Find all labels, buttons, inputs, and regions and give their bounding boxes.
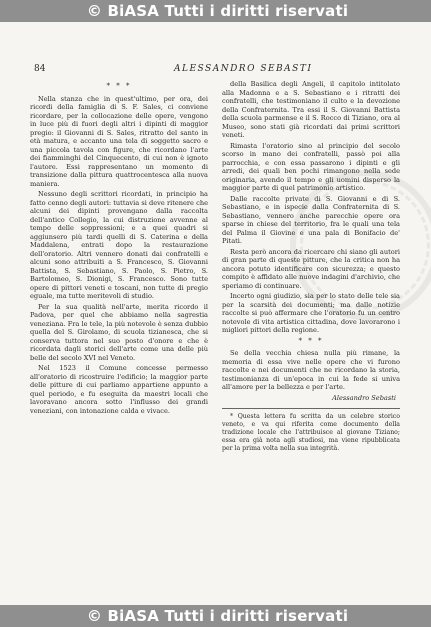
paragraph: Resta però ancora da ricercare chi siano gli autori di gran parte di queste pitture, che la critica non ha ancora potuto identificare con sicurezza; e questo compito è affidato alle nuove indagini d'archivio, che speriamo di continuare. <box>222 247 400 290</box>
footnote-rule <box>222 408 400 409</box>
section-divider: * * * <box>298 336 324 345</box>
watermark-top <box>0 0 431 22</box>
paragraph: Rimasta l'oratorio sino al principio del secolo scorso in mano dei confratelli, passò poi alla parrocchia, e con essa passarono i dipinti e gli arredi, dei quali ben pochi rimangono nella sede originaria, avendo il tempo e gli uomini disperso la maggior parte di quel patrimonio artistico. <box>222 141 400 192</box>
paragraph: Dalle raccolte private di S. Giovanni e di S. Sebastiano, e in ispecie dalla Confraternita di S. Sebastiano, vennero anche parecchie opere ora sparse in chiese del territorio, fra le quali una tela del Palma il Giovine e una pala di Bonifacio de' Pitati. <box>222 194 400 245</box>
left-column <box>30 80 208 417</box>
paragraph: Nel 1523 il Comune concesse permesso all'oratorio di ricostruire l'edificio; la maggior parte delle pitture di cui parliamo appartiene appunto a quel periodo, e fu eseguita da maestri locali che lavoravano ancora sotto l'influsso dei grandi veneziani, con intonazione calda e vivace. <box>30 364 208 415</box>
paragraph: Nessuno degli scrittori ricordati, in principio ha fatto cenno degli autori: tuttavia si deve ritenere che alcuni dei dipinti provengano dalla raccolta dell'antico Collegio, la cui distruzione avvenne al tempo delle soppressioni; e a quei quadri si aggiunsero più tardi quelli di S. Caterina e della Maddalena, entrati dopo la restaurazione dell'oratorio. Altri vennero donati dai confratelli e alcuni sono attribuiti a S. Francesco, S. Giovanni Battista, S. Sebastiano, S. Paolo, S. Pietro, S. Bartolomeo, S. Dionigi, S. Francesco. Sono tutte opere di pittori veneti e toscani, non tutte di pregio eguale, ma tutte meritevoli di studio. <box>30 190 208 300</box>
paragraph: della Basilica degli Angeli, il capitolo intitolato alla Madonna e a S. Sebastiano e i ritratti dei confratelli, che testimoniano il culto e la devozione della Confraternita. Tra essi il S. Giovanni Battista della scuola parmense e il S. Rocco di Tiziano, ora al Museo, sono stati già ricordati dai primi scrittori veneti. <box>222 80 400 139</box>
section-divider: * * * <box>106 82 132 90</box>
page-header <box>34 64 414 76</box>
footnote-text: * Questa lettera fu scritta da un celebre storico veneto, e va qui riferita come documento della tradizione locale che l'attribuisce al giovane Tiziano; essa era già nota agli studiosi, ma viene ripubblicata per la prima volta nella sua integrità. <box>222 413 400 452</box>
watermark-bottom <box>0 605 431 627</box>
watermark-text: © BiASA Tutti i diritti riservati <box>86 2 349 20</box>
watermark-text: © BiASA Tutti i diritti riservati <box>86 607 349 625</box>
paragraph: Incerto ogni giudizio, sia per lo stato delle tele sia per la scarsità dei documenti; ma dalle notizie raccolte si può affermare che l'oratorio fu un centro notevole di vita artistica cittadina, dove lavorarono i migliori pittori della regione. <box>222 292 400 334</box>
paragraph: Se della vecchia chiesa nulla più rimane, la memoria di essa vive nelle opere che vi furono raccolte e nei documenti che ne ricordano la storia, testimonianza di un'epoca in cui la fede si univa all'amore per la bellezza e per l'arte. <box>222 349 400 391</box>
paragraph: Per la sua qualità nell'arte, merita ricordo il Padova, per quel che abbiamo nella sagrestia veneziana. Fra le tele, la più notevole è senza dubbio quella del S. Girolamo, di scuola tizianesca, che si conserva tuttora nel suo posto d'onore e che è ricordata dagli storici dell'arte come una delle più belle del secolo XVI nel Veneto. <box>30 302 208 362</box>
paragraph: Nella stanza che in quest'ultimo, per ora, dei ricordi della famiglia di S. F. Sales, ci conviene ricordare, per la collocazione delle opere, vengono in luce più di fuori degli altri i dipinti di maggior pregio: il Giovanni di S. Sales, ritratto del santo in età matura, e accanto una tela di soggetto sacro e una piccola tavola con figure, che ricordano l'arte dei fiamminghi del Cinquecento, di cui non è ignoto l'autore. Essi rappresentano un momento di transizione dalla pittura quattrocentesca alla nuova maniera. <box>30 94 208 188</box>
running-title: ALESSANDRO SEBASTI <box>174 64 313 74</box>
page-number: 84 <box>34 64 46 74</box>
footnote <box>222 413 400 453</box>
author-signature: Alessandro Sebasti <box>332 393 396 402</box>
right-column <box>222 80 400 455</box>
